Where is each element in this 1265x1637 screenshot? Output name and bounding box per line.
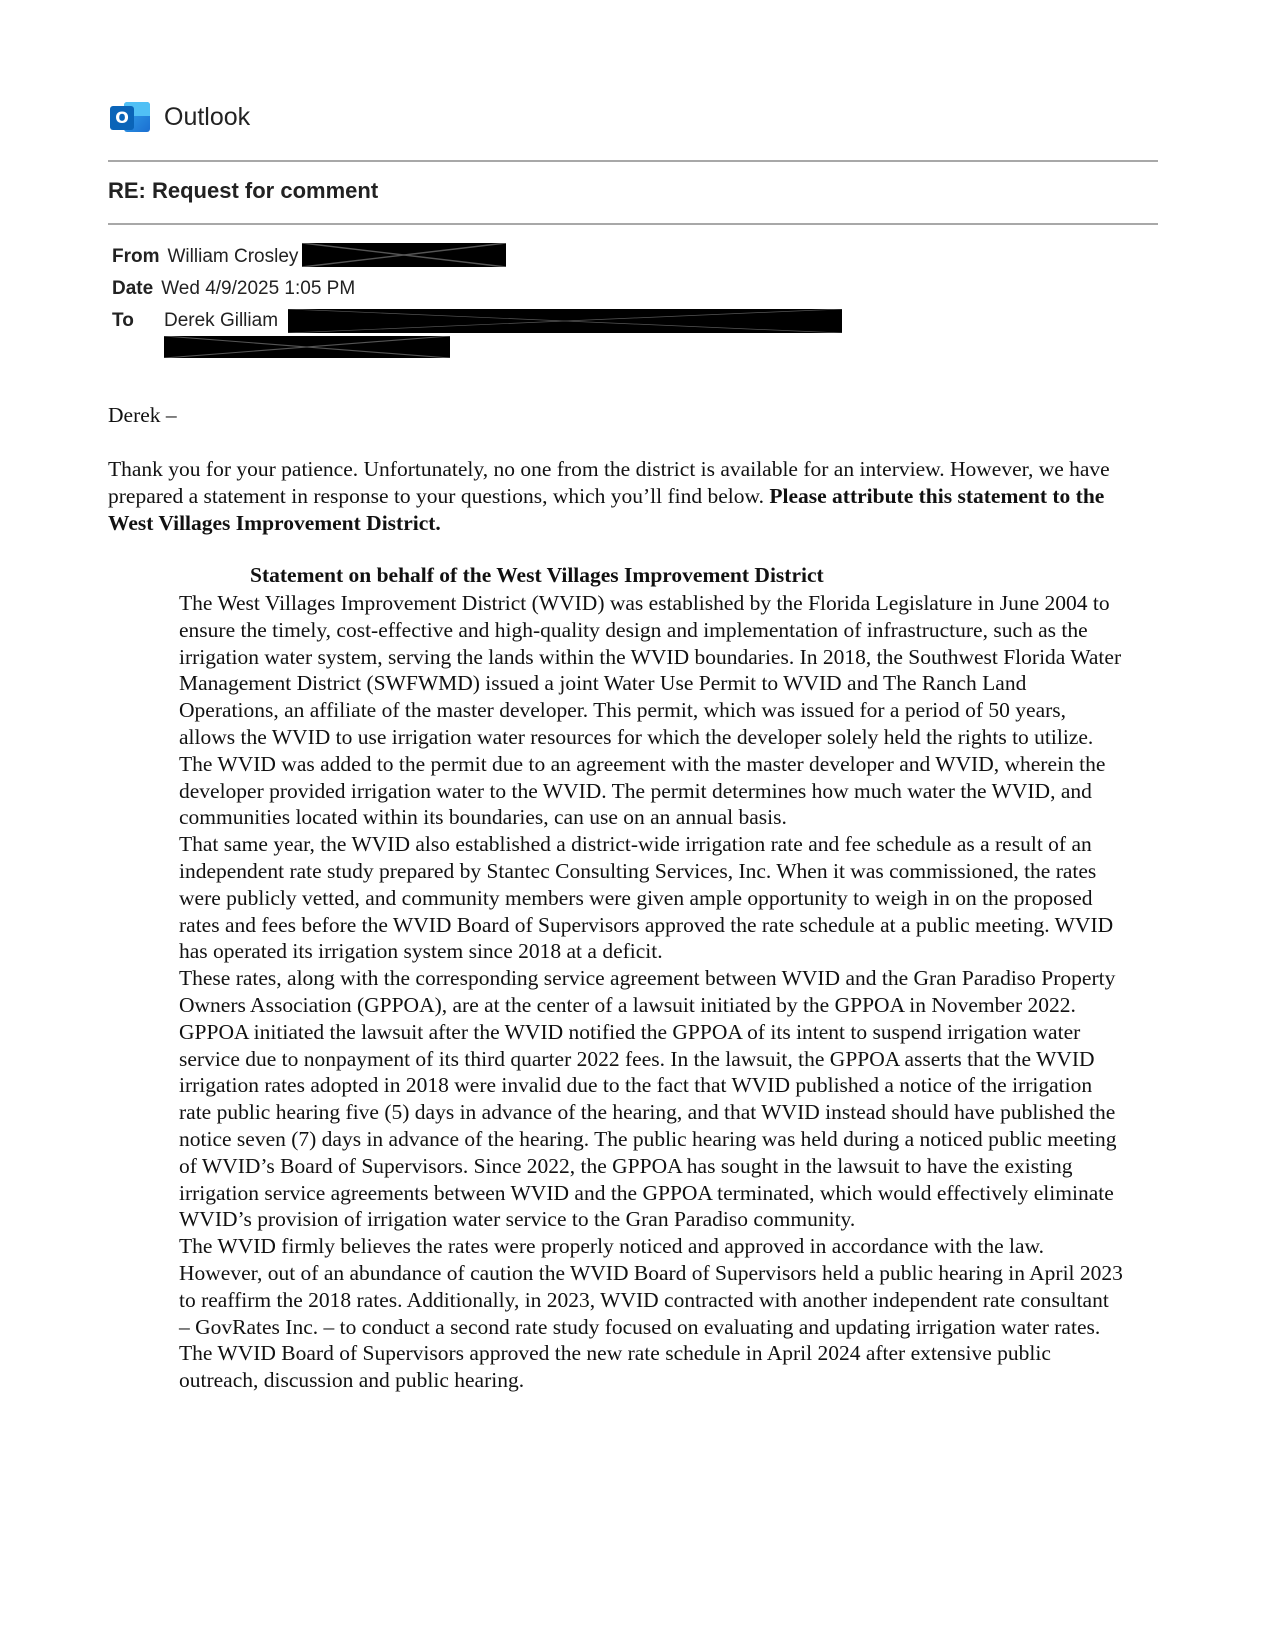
from-label: From <box>112 246 160 267</box>
date-value: Wed 4/9/2025 1:05 PM <box>161 278 356 299</box>
app-name: Outlook <box>164 102 251 131</box>
to-label: To <box>112 310 134 331</box>
outlook-logo-icon <box>110 98 152 136</box>
redacted-from-address <box>302 243 506 267</box>
subject-divider <box>108 223 1158 225</box>
salutation: Derek – <box>108 403 177 427</box>
intro-paragraph <box>108 456 1128 536</box>
intro-text: Thank you for your patience. Unfortunately, no one from the district is available for an interview. However, we have prepared a statement in response to your questions, which you’ll find below. <box>108 457 1110 508</box>
redaction-mark <box>164 336 450 358</box>
redaction-mark <box>302 243 506 267</box>
redacted-to-address <box>288 309 842 333</box>
date-row <box>112 278 355 300</box>
statement-paragraph: These rates, along with the corresponding service agreement between WVID and the Gran Paradiso Property Owners Association (GPPOA), are at the center of a lawsuit initiated by the GPPOA in November 2022. GPPOA initiated the lawsuit after the WVID notified the GPPOA of its intent to suspend irrigation water service due to nonpayment of its third quarter 2022 fees. In the lawsuit, the GPPOA asserts that the WVID irrigation rates adopted in 2018 were invalid due to the fact that WVID published a notice of the irrigation rate public hearing five (5) days in advance of the hearing, and that WVID instead should have published the notice seven (7) days in advance of the hearing. The public hearing was held during a noticed public meeting of WVID’s Board of Supervisors. Since 2022, the GPPOA has sought in the lawsuit to have the existing irrigation service agreements between WVID and the GPPOA terminated, which would effectively eliminate WVID’s provision of irrigation water service to the Gran Paradiso community. <box>179 966 1117 1232</box>
date-label: Date <box>112 278 154 299</box>
attribution-note: Please attribute this statement to the West Villages Improvement District. <box>108 483 1105 535</box>
from-row <box>112 246 298 268</box>
from-name[interactable]: William Crosley <box>167 246 299 267</box>
header-divider <box>108 160 1158 162</box>
redaction-mark <box>288 309 842 333</box>
statement-title: Statement on behalf of the West Villages Improvement District <box>250 563 824 587</box>
logo-letter: O <box>110 106 134 130</box>
statement-paragraph: The WVID firmly believes the rates were properly noticed and approved in accordance with the law. However, out of an abundance of caution the WVID Board of Supervisors held a public hearing in April 2023 to reaffirm the 2018 rates. Additionally, in 2023, WVID contracted with another independent rate consultant – GovRates Inc. – to conduct a second rate study focused on evaluating and updating irrigation water rates. The WVID Board of Supervisors approved the new rate schedule in April 2024 after extensive public outreach, discussion and public hearing. <box>179 1234 1123 1393</box>
to-name[interactable]: Derek Gilliam <box>164 310 279 331</box>
statement-body <box>179 590 1124 1394</box>
statement-paragraph: That same year, the WVID also established a district-wide irrigation rate and fee schedule as a result of an independent rate study prepared by Stantec Consulting Services, Inc. When it was commissioned, the rates were publicly vetted, and community members were given ample opportunity to weigh in on the proposed rates and fees before the WVID Board of Supervisors approved the rate schedule at a public meeting. WVID has operated its irrigation system since 2018 at a deficit. <box>179 832 1114 964</box>
statement-paragraph: The West Villages Improvement District (WVID) was established by the Florida Legislature in June 2004 to ensure the timely, cost-effective and high-quality design and implementation of infrastructure, such as the irrigation water system, serving the lands within the WVID boundaries. In 2018, the Southwest Florida Water Management District (SWFWMD) issued a joint Water Use Permit to WVID and The Ranch Land Operations, an affiliate of the master developer. This permit, which was issued for a period of 50 years, allows the WVID to use irrigation water resources for which the developer solely held the rights to utilize. The WVID was added to the permit due to an agreement with the master developer and WVID, wherein the developer provided irrigation water to the WVID. The permit determines how much water the WVID, and communities located within its boundaries, can use on an annual basis. <box>179 591 1122 830</box>
email-subject: RE: Request for comment <box>108 178 379 203</box>
to-row <box>112 310 278 332</box>
app-header <box>110 96 250 138</box>
redacted-recipient-line <box>164 336 450 358</box>
